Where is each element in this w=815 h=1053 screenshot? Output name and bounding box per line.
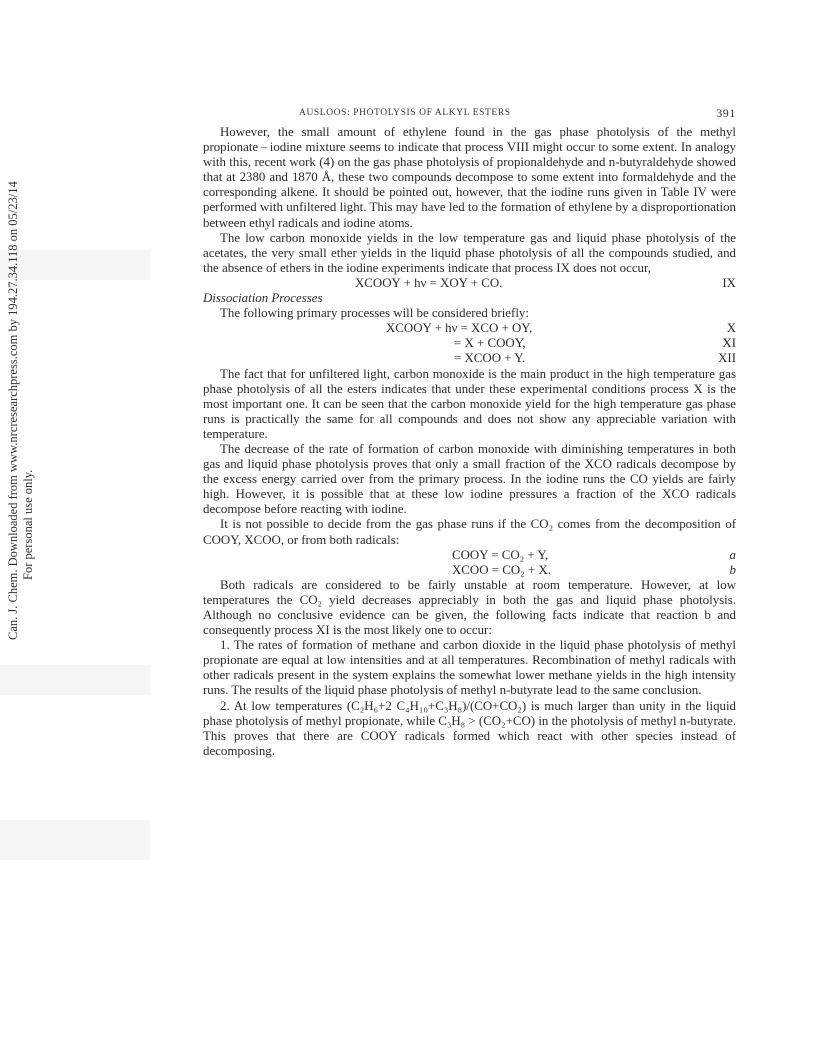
paragraph-4: The fact that for unfiltered light, carbon monoxide is the main product in the high temperature gas phase photolysis of all the esters indicates that under these experimental conditions process X is the most important one. It can be seen that the carbon monoxide yield for the high temperature gas phase runs is practically the same for all compounds and does not show any appreciable variation with temperature. xyxy=(203,366,736,441)
equation-expression: XCOO = CO₂ + X. xyxy=(452,562,551,577)
paragraph-9: 2. At low temperatures (C₂H₆+2 C₄H₁₀+C₃H₈)/(CO+CO₂) is much larger than unity in the liquid phase photolysis of methyl propionate, while C₃H₈ > (CO₂+CO) in the photolysis of methyl n-butyrate. This proves that there are COOY radicals formed which react with other species instead of decomposing. xyxy=(203,698,736,758)
download-watermark xyxy=(6,181,46,640)
page-number: 391 xyxy=(716,106,736,120)
equation-xii xyxy=(203,351,736,366)
equation-expression: COOY = CO₂ + Y, xyxy=(452,547,549,562)
equation-a xyxy=(203,548,736,563)
paragraph-2: The low carbon monoxide yields in the low temperature gas and liquid phase photolysis of the acetates, the very small ether yields in the liquid phase photolysis of all the compounds studied, and the absence of ethers in the iodine experiments indicate that process IX does not occur, xyxy=(203,230,736,275)
paragraph-5: The decrease of the rate of formation of carbon monoxide with diminishing temperatures in both gas and liquid phase photolysis proves that only a small fraction of the XCO radicals decompose by the excess energy carried over from the primary process. In the iodine runs the CO yields are fairly high. However, it is possible that at these low iodine pressures a fraction of the XCO radicals decompose before reacting with iodine. xyxy=(203,441,736,517)
equation-x xyxy=(203,321,736,336)
equation-label: a xyxy=(729,547,736,562)
equation-expression: = X + COOY, xyxy=(454,336,526,351)
scan-artifact xyxy=(0,820,150,860)
watermark-line-2: For personal use only. xyxy=(21,469,35,580)
running-title: AUSLOOS: PHOTOLYSIS OF ALKYL ESTERS xyxy=(299,108,511,118)
page-body xyxy=(203,105,736,759)
equation-label: IX xyxy=(722,275,736,290)
running-head xyxy=(203,105,736,125)
equation-expression: = XCOO + Y. xyxy=(454,351,526,366)
equation-ix xyxy=(203,276,736,291)
paragraph-6: It is not possible to decide from the gas phase runs if the CO₂ comes from the decomposition of COOY, XCOO, or from both radicals: xyxy=(203,517,736,547)
equation-label: b xyxy=(729,562,736,577)
paragraph-1: However, the small amount of ethylene found in the gas phase photolysis of the methyl propionate – iodine mixture seems to indicate that process VIII might occur to some extent. In analogy with this, recent work (4) on the gas phase photolysis of propionaldehyde and n-butyraldehyde showed that at 2380 and 1870 Å, these two compounds decompose to some extent into formaldehyde and the corresponding alkene. It should be pointed out, however, that the iodine runs given in Table IV were performed with unfiltered light. This may have led to the formation of ethylene by a disproportionation between ethyl radicals and iodine atoms. xyxy=(203,125,736,230)
paragraph-7: Both radicals are considered to be fairly unstable at room temperature. However, at low temperatures the CO₂ yield decreases appreciably in both the gas and liquid phase photolysis. Although no conclusive evidence can be given, the following facts indicate that reaction b and consequently process XI is the most likely one to occur: xyxy=(203,577,736,638)
equation-label: X xyxy=(726,321,736,336)
equation-label: XI xyxy=(722,336,736,351)
equation-label: XII xyxy=(718,351,736,366)
watermark-line-1: Can. J. Chem. Downloaded from www.nrcresearchpress.com by 194.27.34.118 on 05/23/14 xyxy=(6,181,20,640)
paragraph-8: 1. The rates of formation of methane and carbon dioxide in the liquid phase photolysis of methyl propionate are equal at low intensities and at all temperatures. Recombination of methyl radicals with other radicals present in the system explains the somewhat lower methane yields in the high intensity runs. The results of the liquid phase photolysis of methyl n-butyrate lead to the same conclusion. xyxy=(203,638,736,698)
equation-expression: XCOOY + hν = XCO + OY, xyxy=(386,321,533,336)
equation-b xyxy=(203,563,736,578)
paragraph-3: The following primary processes will be considered briefly: xyxy=(220,306,529,321)
equation-xi xyxy=(203,336,736,351)
equation-expression: XCOOY + hν = XOY + CO. xyxy=(355,275,503,290)
scan-artifact xyxy=(0,665,150,695)
section-heading: Dissociation Processes xyxy=(203,291,323,306)
scan-artifact xyxy=(0,250,150,280)
